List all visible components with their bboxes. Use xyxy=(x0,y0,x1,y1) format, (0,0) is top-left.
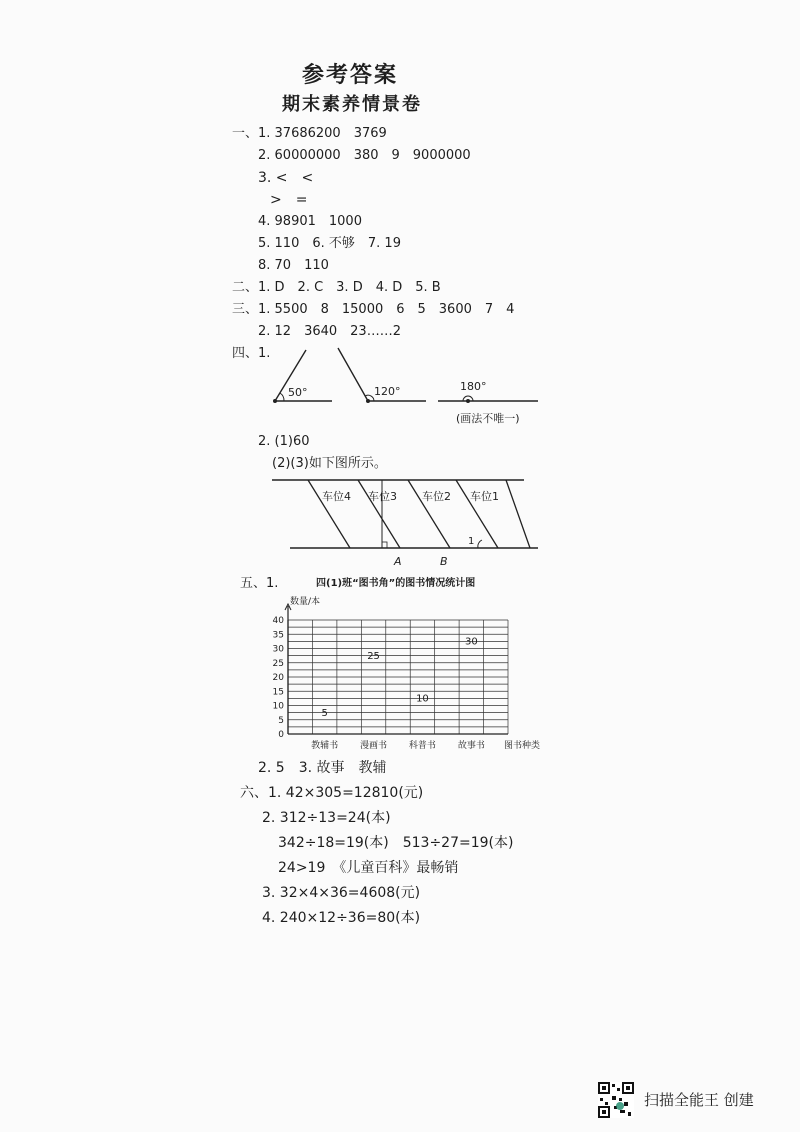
point-a-label: A xyxy=(394,555,402,568)
s5-label: 五、1. xyxy=(240,576,279,591)
angle-50-figure xyxy=(273,350,332,403)
angle-180-figure xyxy=(438,380,538,403)
s6-q1: 六、1. 42×305=12810(元) xyxy=(240,785,424,801)
s4-q2b: (2)(3)如下图所示。 xyxy=(272,456,387,471)
s1-q8: 8. 70 110 xyxy=(258,258,329,273)
s6-q2a: 2. 312÷13=24(本) xyxy=(262,810,391,826)
s1-q1: 一、1. 37686200 3769 xyxy=(232,126,387,141)
angle-180-label: 180° xyxy=(460,380,487,393)
chart-y-tick: 10 xyxy=(272,701,284,712)
s6-q2b: 342÷18=19(本) 513÷27=19(本) xyxy=(278,835,514,851)
parking-slot-4: 车位4 xyxy=(322,490,351,503)
chart-category-label: 故事书 xyxy=(457,741,485,751)
chart-y-tick: 40 xyxy=(272,616,284,626)
chart-category-label: 教辅书 xyxy=(311,741,339,751)
s2-line: 二、1. D 2. C 3. D 4. D 5. B xyxy=(232,280,441,295)
chart-y-tick: 5 xyxy=(278,715,284,726)
s1-q3b: > = xyxy=(270,192,308,208)
s6-q4: 4. 240×12÷36=80(本) xyxy=(262,910,421,926)
page-subtitle: 期末素养情景卷 xyxy=(282,94,422,115)
chart-value-label: 25 xyxy=(367,650,380,662)
chart-category-label: 漫画书 xyxy=(360,741,388,751)
parking-slot-3: 车位3 xyxy=(368,490,397,503)
parking-diagram xyxy=(270,476,546,572)
s6-q3: 3. 32×4×36=4608(元) xyxy=(262,885,421,901)
s6-q2c: 24>19 《儿童百科》最畅销 xyxy=(278,860,459,876)
chart-value-label: 5 xyxy=(321,707,328,719)
chart-y-tick: 30 xyxy=(272,644,284,655)
chart-title: 四(1)班“图书角”的图书情况统计图 xyxy=(316,578,476,589)
chart-y-tick: 20 xyxy=(272,673,284,683)
chart-xlabel: 图书种类 xyxy=(504,741,541,751)
s4-label: 四、1. xyxy=(232,346,271,361)
s1-q2: 2. 60000000 380 9 9000000 xyxy=(258,148,471,163)
s3-q1: 三、1. 5500 8 15000 6 5 3600 7 4 xyxy=(232,302,515,317)
chart-y-tick: 0 xyxy=(278,730,284,740)
book-chart xyxy=(268,572,558,754)
s3-q2: 2. 12 3640 23……2 xyxy=(258,324,401,339)
chart-category-label: 科普书 xyxy=(408,741,436,751)
chart-y-tick: 35 xyxy=(272,630,284,641)
qr-code-icon xyxy=(598,1082,634,1118)
angle-note: (画法不唯一) xyxy=(456,412,520,425)
angle-50-label: 50° xyxy=(288,386,308,399)
s1-q3a: 3. < < xyxy=(258,170,314,186)
chart-value-label: 10 xyxy=(416,693,429,705)
angle-120-label: 120° xyxy=(374,385,401,398)
chart-y-tick: 15 xyxy=(272,687,284,698)
s4-q2a: 2. (1)60 xyxy=(258,434,310,449)
chart-value-label: 30 xyxy=(464,636,478,648)
page-title: 参考答案 xyxy=(302,63,399,88)
parking-slot-2: 车位2 xyxy=(422,490,451,503)
point-b-label: B xyxy=(440,555,448,568)
scanner-brand: 扫描全能王 创建 xyxy=(644,1091,754,1109)
parking-slot-1: 车位1 xyxy=(470,490,499,503)
s5-q2: 2. 5 3. 故事 教辅 xyxy=(258,760,387,776)
angle-120-figure xyxy=(338,348,426,403)
chart-ylabel: 数量/本 xyxy=(290,597,321,607)
angle-drawings xyxy=(260,340,560,435)
s1-q5: 5. 110 6. 不够 7. 19 xyxy=(258,236,401,251)
s1-q4: 4. 98901 1000 xyxy=(258,214,362,229)
angle-1-label: 1 xyxy=(468,536,475,547)
chart-y-tick: 25 xyxy=(272,658,284,669)
